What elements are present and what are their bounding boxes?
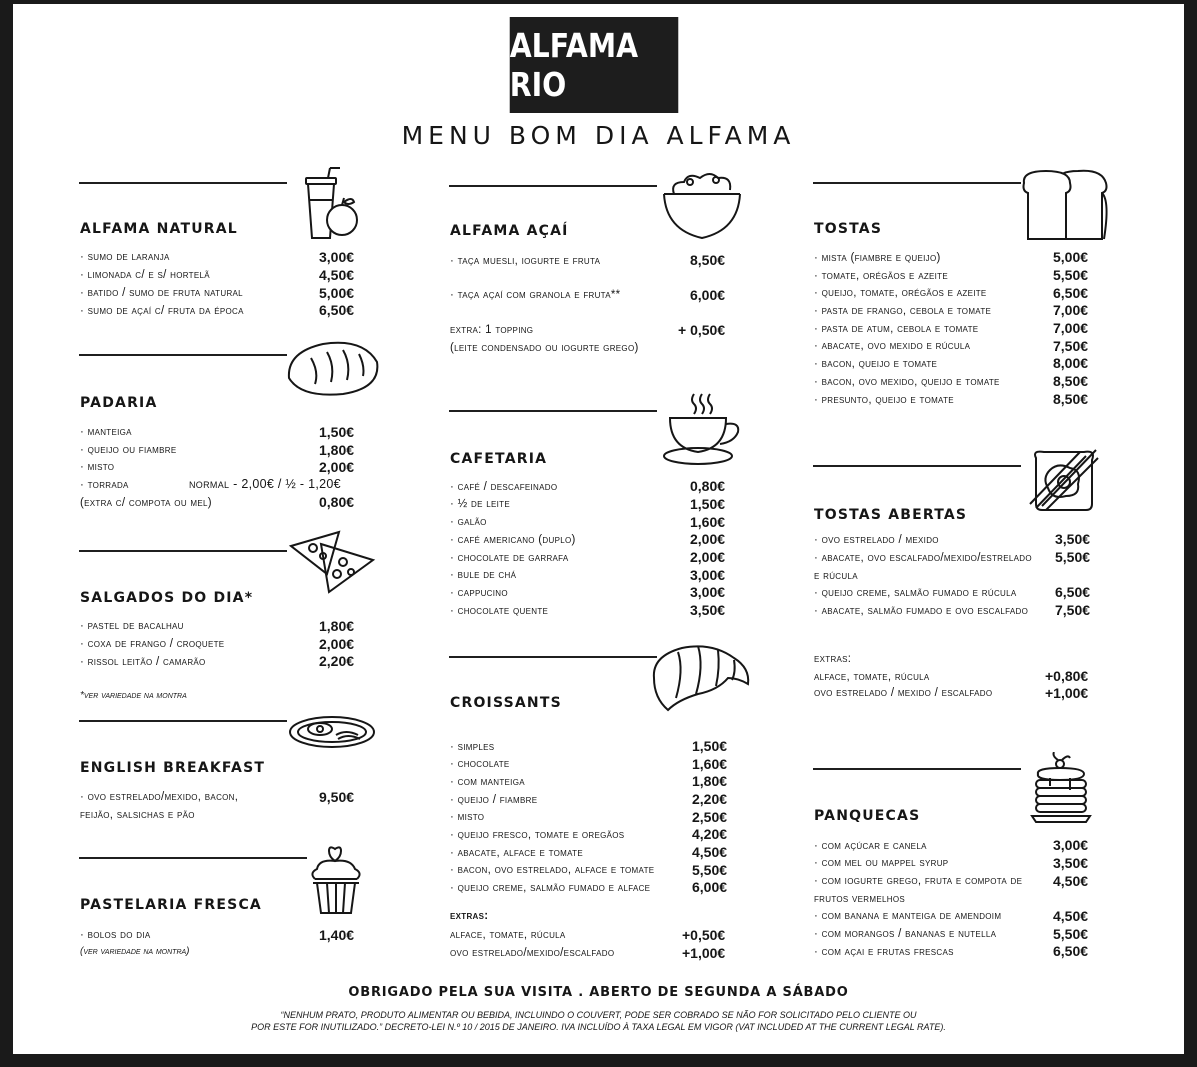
- extra-price: +0,80€: [1045, 668, 1089, 684]
- item-price: 8,50€: [1053, 373, 1089, 389]
- list-item: · misto: [80, 461, 115, 473]
- item-price: 4,50€: [692, 844, 728, 860]
- list-item: · sumo de laranja: [80, 251, 170, 263]
- section-rule: [813, 182, 1021, 184]
- item-price: 1,50€: [692, 738, 728, 754]
- item-price: 3,00€: [1053, 837, 1089, 853]
- section-title-natural: ALFAMA NATURAL: [80, 221, 238, 237]
- list-item: (extra c/ compota ou mel): [80, 497, 212, 509]
- list-item: · chocolate: [450, 758, 510, 770]
- item-price: 5,50€: [1055, 549, 1091, 565]
- item-price: 0,80€: [690, 478, 726, 494]
- list-item: · batido / sumo de fruta natural: [80, 287, 243, 299]
- item-price: 1,80€: [319, 442, 355, 458]
- extra-item: alface, tomate, rúcula: [450, 929, 566, 941]
- list-item: · com manteiga: [450, 776, 525, 788]
- list-item: · café / descafeinado: [450, 481, 558, 493]
- section-rule: [449, 410, 657, 412]
- list-item: frutos vermelhos: [814, 893, 905, 905]
- item-price: 7,50€: [1055, 602, 1091, 618]
- item-price: 2,00€: [690, 531, 726, 547]
- list-item: · com iogurte grego, fruta e compota de: [814, 875, 1023, 887]
- list-item: · misto: [450, 811, 485, 823]
- item-price: 6,00€: [690, 287, 726, 303]
- item-price: 7,50€: [1053, 338, 1089, 354]
- item-price: 3,50€: [1053, 855, 1089, 871]
- list-item: · mista (fiambre e queijo): [814, 252, 941, 264]
- section-rule: [449, 656, 657, 658]
- list-item: · coxa de frango / croquete: [80, 638, 225, 650]
- breakfast-plate-icon: [288, 713, 376, 749]
- item-price: 2,00€: [319, 459, 355, 475]
- list-item: · com banana e manteiga de amendoim: [814, 910, 1002, 922]
- menu-title: MENU BOM DIA ALFAMA: [401, 121, 796, 150]
- list-item: feijão, salsichas e pão: [80, 809, 195, 821]
- item-price: 6,50€: [1053, 943, 1089, 959]
- extra-price: +0,50€: [682, 927, 726, 943]
- item-price: 1,60€: [690, 514, 726, 530]
- list-item: · com morangos / bananas e nutella: [814, 928, 997, 940]
- list-item: · queijo creme, salmão fumado e alface: [450, 882, 651, 894]
- item-price: 0,80€: [319, 494, 355, 510]
- item-price: 3,50€: [690, 602, 726, 618]
- section-title-panquecas: PANQUECAS: [814, 808, 921, 824]
- list-item: · abacate, alface e tomate: [450, 847, 583, 859]
- item-price: 5,50€: [1053, 267, 1089, 283]
- item-price: 6,50€: [1055, 584, 1091, 600]
- open-toast-egg-icon: [1028, 448, 1100, 512]
- item-price: 1,50€: [690, 496, 726, 512]
- footer-legal-line-2: POR ESTE FOR INUTILIZADO.” DECRETO-LEI N.º 10 / 2015 DE JANEIRO. IVA INCLUÍDO À TAXA LEGAL EM VIGOR (VAT INCLUDED AT THE CURRENT LEGAL RATE).: [251, 1022, 946, 1032]
- list-item: · abacate, salmão fumado e ovo escalfado: [814, 605, 1029, 617]
- list-item: · limonada c/ e s/ hortelã: [80, 269, 210, 281]
- list-item: · chocolate de garrafa: [450, 552, 569, 564]
- list-item: · pastel de bacalhau: [80, 620, 184, 632]
- item-price: 7,00€: [1053, 320, 1089, 336]
- item-price: 2,20€: [319, 653, 355, 669]
- section-rule: [449, 185, 657, 187]
- extra-item: ovo estrelado/mexido/escalfado: [450, 947, 615, 959]
- list-item: · chocolate quente: [450, 605, 549, 617]
- section-rule: [79, 354, 287, 356]
- toast-bread-icon: [1018, 167, 1112, 243]
- item-price: 8,00€: [1053, 355, 1089, 371]
- list-item: · rissol leitão / camarão: [80, 656, 206, 668]
- item-price: 8,50€: [1053, 391, 1089, 407]
- item-price: 5,50€: [1053, 926, 1089, 942]
- item-price: 3,00€: [690, 584, 726, 600]
- extra-item: ovo estrelado / mexido / escalfado: [814, 687, 993, 699]
- list-item: · ½ de leite: [450, 498, 510, 510]
- list-item: · manteiga: [80, 426, 132, 438]
- acai-extra-price: + 0,50€: [678, 322, 726, 338]
- extra-price: +1,00€: [682, 945, 726, 961]
- section-rule: [79, 182, 287, 184]
- item-price: 2,00€: [690, 549, 726, 565]
- extras-label: extras:: [450, 910, 489, 922]
- item-price: 5,00€: [319, 285, 355, 301]
- item-price: 6,50€: [1053, 285, 1089, 301]
- item-price: 1,80€: [692, 773, 728, 789]
- juice-icon: [300, 166, 362, 242]
- list-item: · com açúcar e canela: [814, 840, 927, 852]
- item-price: 4,50€: [1053, 873, 1089, 889]
- list-item: · pasta de atum, cebola e tomate: [814, 323, 979, 335]
- acai-bowl-icon: [660, 168, 744, 242]
- salgados-note: *ver variedade na montra: [80, 690, 187, 701]
- list-item: · com açai e frutas frescas: [814, 946, 954, 958]
- list-item: · queijo / fiambre: [450, 794, 538, 806]
- list-item: · abacate, ovo escalfado/mexido/estrelado: [814, 552, 1032, 564]
- item-price: 6,00€: [692, 879, 728, 895]
- list-item: · simples: [450, 741, 495, 753]
- item-price: 4,20€: [692, 826, 728, 842]
- item-price: 2,20€: [692, 791, 728, 807]
- item-price: 2,50€: [692, 809, 728, 825]
- item-price: 3,00€: [690, 567, 726, 583]
- list-item: · taça muesli, iogurte e fruta: [450, 255, 601, 267]
- section-title-acai: ALFAMA AÇAÍ: [450, 223, 569, 239]
- section-title-english: ENGLISH BREAKFAST: [80, 760, 266, 776]
- list-item: · bacon, ovo mexido, queijo e tomate: [814, 376, 1000, 388]
- section-rule: [79, 550, 287, 552]
- item-price: 6,50€: [319, 302, 355, 318]
- list-item: · queijo fresco, tomate e oregãos: [450, 829, 625, 841]
- item-price: 1,80€: [319, 618, 355, 634]
- extra-item: alface, tomate, rúcula: [814, 671, 930, 683]
- item-price: 1,50€: [319, 424, 355, 440]
- pastelaria-note: (ver variedade na montra): [80, 946, 190, 957]
- list-item: · bule de chá: [450, 569, 517, 581]
- list-item: · tomate, orégãos e azeite: [814, 270, 948, 282]
- section-rule: [813, 465, 1021, 467]
- footer-thanks: OBRIGADO PELA SUA VISITA . ABERTO DE SEGUNDA A SÁBADO: [348, 985, 849, 1000]
- brand-logo: ALFAMA RIO: [510, 17, 679, 113]
- section-title-pastelaria: PASTELARIA FRESCA: [80, 897, 262, 913]
- item-price: 3,50€: [1055, 531, 1091, 547]
- cupcake-icon: [307, 843, 365, 915]
- section-rule: [79, 720, 287, 722]
- list-item: · torrada: [80, 479, 129, 491]
- list-item: · queijo creme, salmão fumado e rúcula: [814, 587, 1017, 599]
- list-item: · galão: [450, 516, 487, 528]
- section-title-salgados: SALGADOS DO DIA*: [80, 590, 254, 606]
- footer-legal-line-1: “NENHUM PRATO, PRODUTO ALIMENTAR OU BEBIDA, INCLUINDO O COUVERT, PODE SER COBRADO SE NÃO FOR SOLICITADO PELO CLIENTE OU: [280, 1010, 917, 1020]
- item-price: 3,00€: [319, 249, 355, 265]
- list-item: · bacon, ovo estrelado, alface e tomate: [450, 864, 655, 876]
- acai-extra: extra: 1 topping: [450, 324, 534, 336]
- section-title-tostas: TOSTAS: [814, 221, 883, 237]
- list-item: · sumo de açaí c/ fruta da época: [80, 305, 244, 317]
- list-item: · queijo, tomate, orégãos e azeite: [814, 287, 987, 299]
- item-price: 4,50€: [319, 267, 355, 283]
- item-price: 1,60€: [692, 756, 728, 772]
- list-item: · presunto, queijo e tomate: [814, 394, 954, 406]
- section-title-cafetaria: CAFETARIA: [450, 451, 548, 467]
- section-title-padaria: PADARIA: [80, 395, 158, 411]
- coffee-cup-icon: [662, 392, 744, 468]
- section-title-abertas: TOSTAS ABERTAS: [814, 507, 968, 523]
- bread-icon: [283, 338, 383, 398]
- item-price: 1,40€: [319, 927, 355, 943]
- pancakes-icon: [1030, 752, 1092, 826]
- section-title-croissants: CROISSANTS: [450, 695, 562, 711]
- list-item: · café americano (duplo): [450, 534, 576, 546]
- list-item: e rúcula: [814, 570, 858, 582]
- list-item: · cappucino: [450, 587, 508, 599]
- item-price: 4,50€: [1053, 908, 1089, 924]
- list-item: · pasta de frango, cebola e tomate: [814, 305, 992, 317]
- item-price: 9,50€: [319, 789, 355, 805]
- extra-price: +1,00€: [1045, 685, 1089, 701]
- croissant-icon: [648, 638, 756, 712]
- torrada-detail: normal - 2,00€ / ½ - 1,20€: [189, 477, 341, 491]
- item-price: 7,00€: [1053, 302, 1089, 318]
- acai-extra-note: (leite condensado ou iogurte grego): [450, 342, 639, 354]
- pizza-slices-icon: [287, 526, 379, 596]
- list-item: · queijo ou fiambre: [80, 444, 177, 456]
- extras-label: extras:: [814, 653, 852, 665]
- section-rule: [79, 857, 307, 859]
- list-item: · ovo estrelado/mexido, bacon,: [80, 791, 239, 803]
- list-item: · taça açaí com granola e fruta**: [450, 289, 621, 301]
- list-item: · com mel ou mappel syrup: [814, 857, 949, 869]
- list-item: · bolos do dia: [80, 929, 151, 941]
- item-price: 8,50€: [690, 252, 726, 268]
- item-price: 5,00€: [1053, 249, 1089, 265]
- item-price: 5,50€: [692, 862, 728, 878]
- item-price: 2,00€: [319, 636, 355, 652]
- list-item: · bacon, queijo e tomate: [814, 358, 938, 370]
- list-item: · ovo estrelado / mexido: [814, 534, 939, 546]
- list-item: · abacate, ovo mexido e rúcula: [814, 340, 971, 352]
- section-rule: [813, 768, 1021, 770]
